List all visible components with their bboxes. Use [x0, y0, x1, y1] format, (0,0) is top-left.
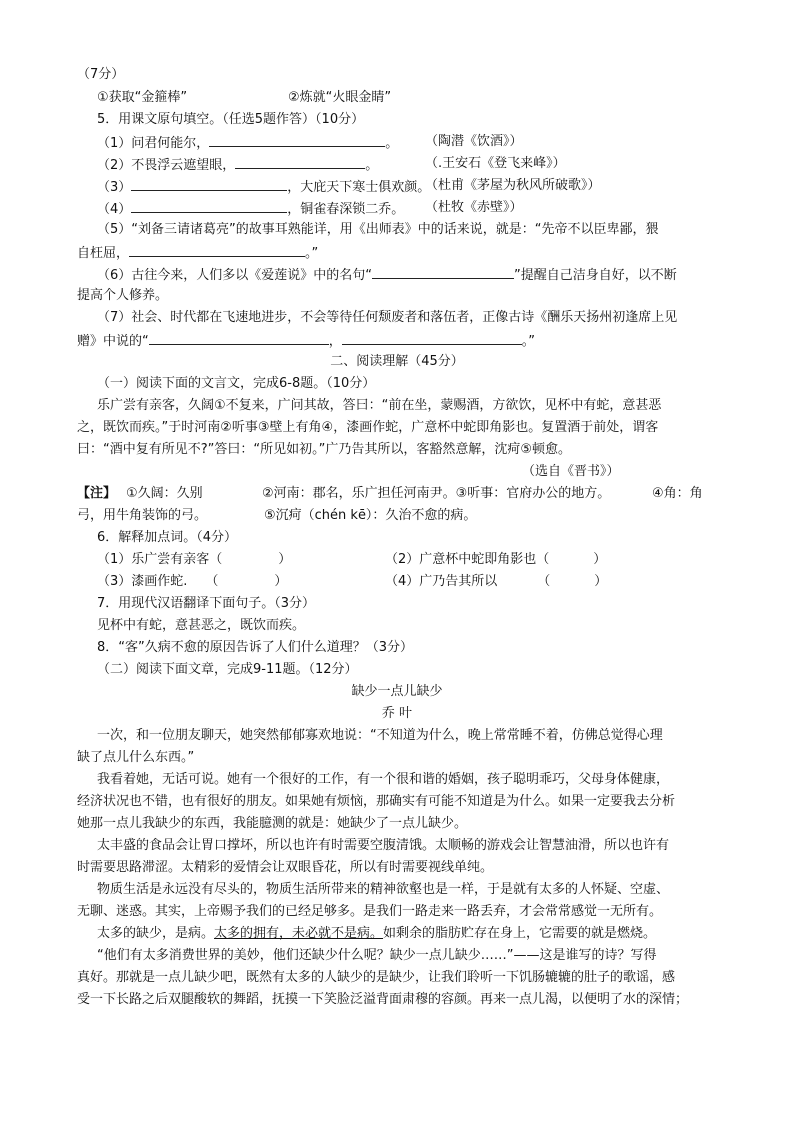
- article-line-13: 受一下长路之后双腿酸软的舞蹈，抚摸一下笑脸泛溢背面肃穆的容颜。再来一点儿渴，以便明了水的深情；: [77, 992, 689, 1007]
- article-line-2: 缺了点儿什么东西。”: [77, 750, 195, 765]
- note-4: ④角：角: [652, 486, 703, 501]
- underlined-sentence: 太多的拥有，未必就不是病。: [214, 926, 384, 941]
- fill-line-3-source: （杜甫《茅屋为秋风所破歌》）: [425, 178, 601, 193]
- blank-6[interactable]: [372, 265, 514, 279]
- blank-3[interactable]: [131, 177, 287, 191]
- fill-line-1-end: 。: [385, 136, 399, 151]
- fill-line-7-cont: [77, 331, 535, 349]
- passage-source: （选自《晋书》）: [522, 464, 620, 479]
- option-1: ①获取“金箍棒”: [97, 90, 188, 105]
- fill-line-1: [97, 133, 398, 151]
- option-2: ②炼就“火眼金睛”: [288, 90, 392, 105]
- question-6-4-text: （4）广乃告其所以: [385, 574, 498, 589]
- article-line-10a: 太多的缺少，是病。: [97, 926, 215, 941]
- note-4-cont: 弓，用牛角装饰的弓。: [77, 508, 208, 523]
- question-6-2-text: （2）广意杯中蛇即角影也（: [385, 552, 550, 567]
- part-1-instruction: （一）阅读下面的文言文，完成6-8题。（10分）: [97, 376, 376, 391]
- question-6-3-rp: ）: [274, 574, 288, 589]
- fill-line-6-prefix: （6）古往今来，人们多以《爱莲说》中的名句“: [97, 268, 373, 283]
- question-6-3: [97, 573, 287, 591]
- fill-line-6-end: ”提醒自己洁身自好，以不断: [514, 268, 677, 283]
- fill-line-4-source: （杜牧《赤壁》）: [425, 200, 523, 215]
- fill-line-3: [97, 177, 430, 195]
- article-author: 乔 叶: [381, 706, 413, 721]
- article-title: 缺少一点儿缺少: [351, 684, 443, 699]
- fill-line-5-cont: [77, 243, 318, 261]
- article-line-6: 太丰盛的食品会让胃口撑坏，所以也许有时需要空腹清饿。太顺畅的游戏会让智慧油滑，所以也许有: [97, 838, 670, 853]
- question-6-1-text: （1）乐广尝有亲客（: [97, 552, 223, 567]
- question-8: 8．“客”久病不愈的原因告诉了人们什么道理？（3分）: [97, 640, 414, 655]
- fill-line-4-prefix: （4）: [97, 202, 132, 217]
- fill-line-7-end: 。”: [521, 334, 536, 349]
- article-line-8: 物质生活是永远没有尽头的，物质生活所带来的精神欲壑也是一样，于是就有太多的人怀疑、空虚、: [97, 882, 670, 897]
- fill-line-3-end: ，大庇天下寒士俱欢颜。: [287, 180, 431, 195]
- fill-line-5-prefix: 自枉屈，: [77, 246, 130, 261]
- fill-line-5-end: 。”: [305, 246, 319, 261]
- fill-line-2: [97, 155, 378, 173]
- note-2-3: ②河南：郡名，乐广担任河南尹。③听事：官府办公的地方。: [262, 486, 611, 501]
- article-line-4: 经济状况也不错，也有很好的朋友。如果她有烦恼，那确实有可能不知道是为什么。如果一定要我去分析: [77, 794, 676, 809]
- question-6-1: [97, 551, 291, 569]
- passage-line-1: 乐广尝有亲客，久阔①不复来，广问其故，答曰：“前在坐，蒙赐酒，方欲饮，见杯中有蛇，意甚恶: [97, 398, 662, 413]
- part-2-instruction: （二）阅读下面文章，完成9-11题。（12分）: [97, 662, 358, 677]
- article-line-7: 时需要思路滞涩。太精彩的爱情会让双眼昏花，所以有时需要视线单纯。: [77, 860, 494, 875]
- article-line-1: 一次，和一位朋友聊天，她突然郁郁寡欢地说：“不知道为什么，晚上常常睡不着，仿佛总觉得心理: [97, 728, 663, 743]
- fill-line-6: [97, 265, 677, 283]
- note-5: ⑤沉疴（chén kē）：久治不愈的病。: [264, 508, 477, 523]
- note-1: ①久阔：久别: [126, 486, 203, 501]
- article-line-5: 她那一点儿我缺少的东西，我能臆测的就是：她缺少了一点儿缺少。: [77, 816, 468, 831]
- blank-7a[interactable]: [149, 331, 329, 345]
- question-6-1-rp: ）: [278, 552, 292, 567]
- fill-line-7-comma: ，: [328, 334, 342, 349]
- question-6-2: [385, 551, 606, 569]
- fill-line-2-end: 。: [365, 158, 379, 173]
- fill-line-4-end: ，铜雀春深锁二乔。: [287, 202, 405, 217]
- question-6-4-lp: （: [537, 574, 551, 589]
- article-line-3: 我看着她，无话可说。她有一个很好的工作，有一个很和谐的婚姻，孩子聪明乖巧，父母身体健康，: [97, 772, 670, 787]
- fill-line-3-prefix: （3）: [97, 180, 132, 195]
- article-line-10c: 如剩余的脂肪贮存在身上，它需要的就是燃烧。: [383, 926, 657, 941]
- passage-line-3: 曰：“酒中复有所见不?”答曰：“所见如初。”广乃告其所以，客豁然意解，沈疴⑤顿愈。: [77, 442, 571, 457]
- fill-line-5: （5）“刘备三请诸葛亮”的故事耳熟能详，用《出师表》中的话来说，就是：“先帝不以臣卑鄙，猥: [97, 222, 659, 237]
- notes-line-1: [77, 485, 116, 503]
- article-line-10: [97, 925, 656, 943]
- score-7: （7分）: [77, 67, 125, 82]
- fill-line-1-source: （陶潜《饮酒》）: [425, 134, 523, 149]
- article-line-11: “他们有太多消费世界的美妙，他们还缺少什么呢？缺少一点儿缺少……”——这是谁写的诗？写得: [97, 948, 657, 963]
- article-line-9: 无聊、迷惑。其实，上帝赐予我们的已经足够多。是我们一路走来一路丢弃，才会常常感觉一无所有。: [77, 904, 663, 919]
- blank-1[interactable]: [209, 133, 385, 147]
- question-6-2-rp: ）: [593, 552, 607, 567]
- passage-line-2: 之，既饮而疾。”于时河南②听事③壁上有角④，漆画作蛇，广意杯中蛇即角影也。复置酒于前处，谓客: [77, 420, 659, 435]
- question-6: 6．解释加点词。（4分）: [97, 530, 238, 545]
- blank-4[interactable]: [131, 199, 287, 213]
- blank-7b[interactable]: [342, 331, 522, 345]
- question-6-3-text: （3）漆画作蛇.: [97, 574, 188, 589]
- question-7: 7．用现代汉语翻译下面句子。（3分）: [97, 596, 316, 611]
- fill-line-7-prefix: 赠》中说的“: [77, 334, 149, 349]
- fill-line-2-source: （.王安石《登飞来峰》）: [425, 156, 566, 171]
- question-7-sentence: 见杯中有蛇，意甚恶之，既饮而疾。: [97, 618, 306, 633]
- question-6-4-rp: ）: [594, 574, 608, 589]
- fill-line-6-cont: 提高个人修养。: [77, 288, 169, 303]
- question-6-4: [385, 573, 607, 591]
- article-line-12: 真好。那就是一点儿缺少吧，既然有太多的人缺少的是缺少，让我们聆听一下饥肠辘辘的肚子的歌谣，感: [77, 970, 676, 985]
- question-5: 5．用课文原句填空。（任选5题作答）（10分）: [97, 112, 365, 127]
- question-6-3-lp: （: [205, 574, 219, 589]
- section-2-heading: 二、阅读理解（45分）: [330, 354, 464, 369]
- notes-label: 【注】: [77, 486, 117, 501]
- fill-line-4: [97, 199, 404, 217]
- fill-line-7: （7）社会、时代都在飞速地进步，不会等待任何颓废者和落伍者，正像古诗《酬乐天扬州初逢席上见: [97, 310, 678, 325]
- fill-line-2-prefix: （2）不畏浮云遮望眼，: [97, 158, 236, 173]
- fill-line-1-prefix: （1）问君何能尔，: [97, 136, 210, 151]
- blank-2[interactable]: [235, 155, 365, 169]
- blank-5[interactable]: [129, 243, 305, 257]
